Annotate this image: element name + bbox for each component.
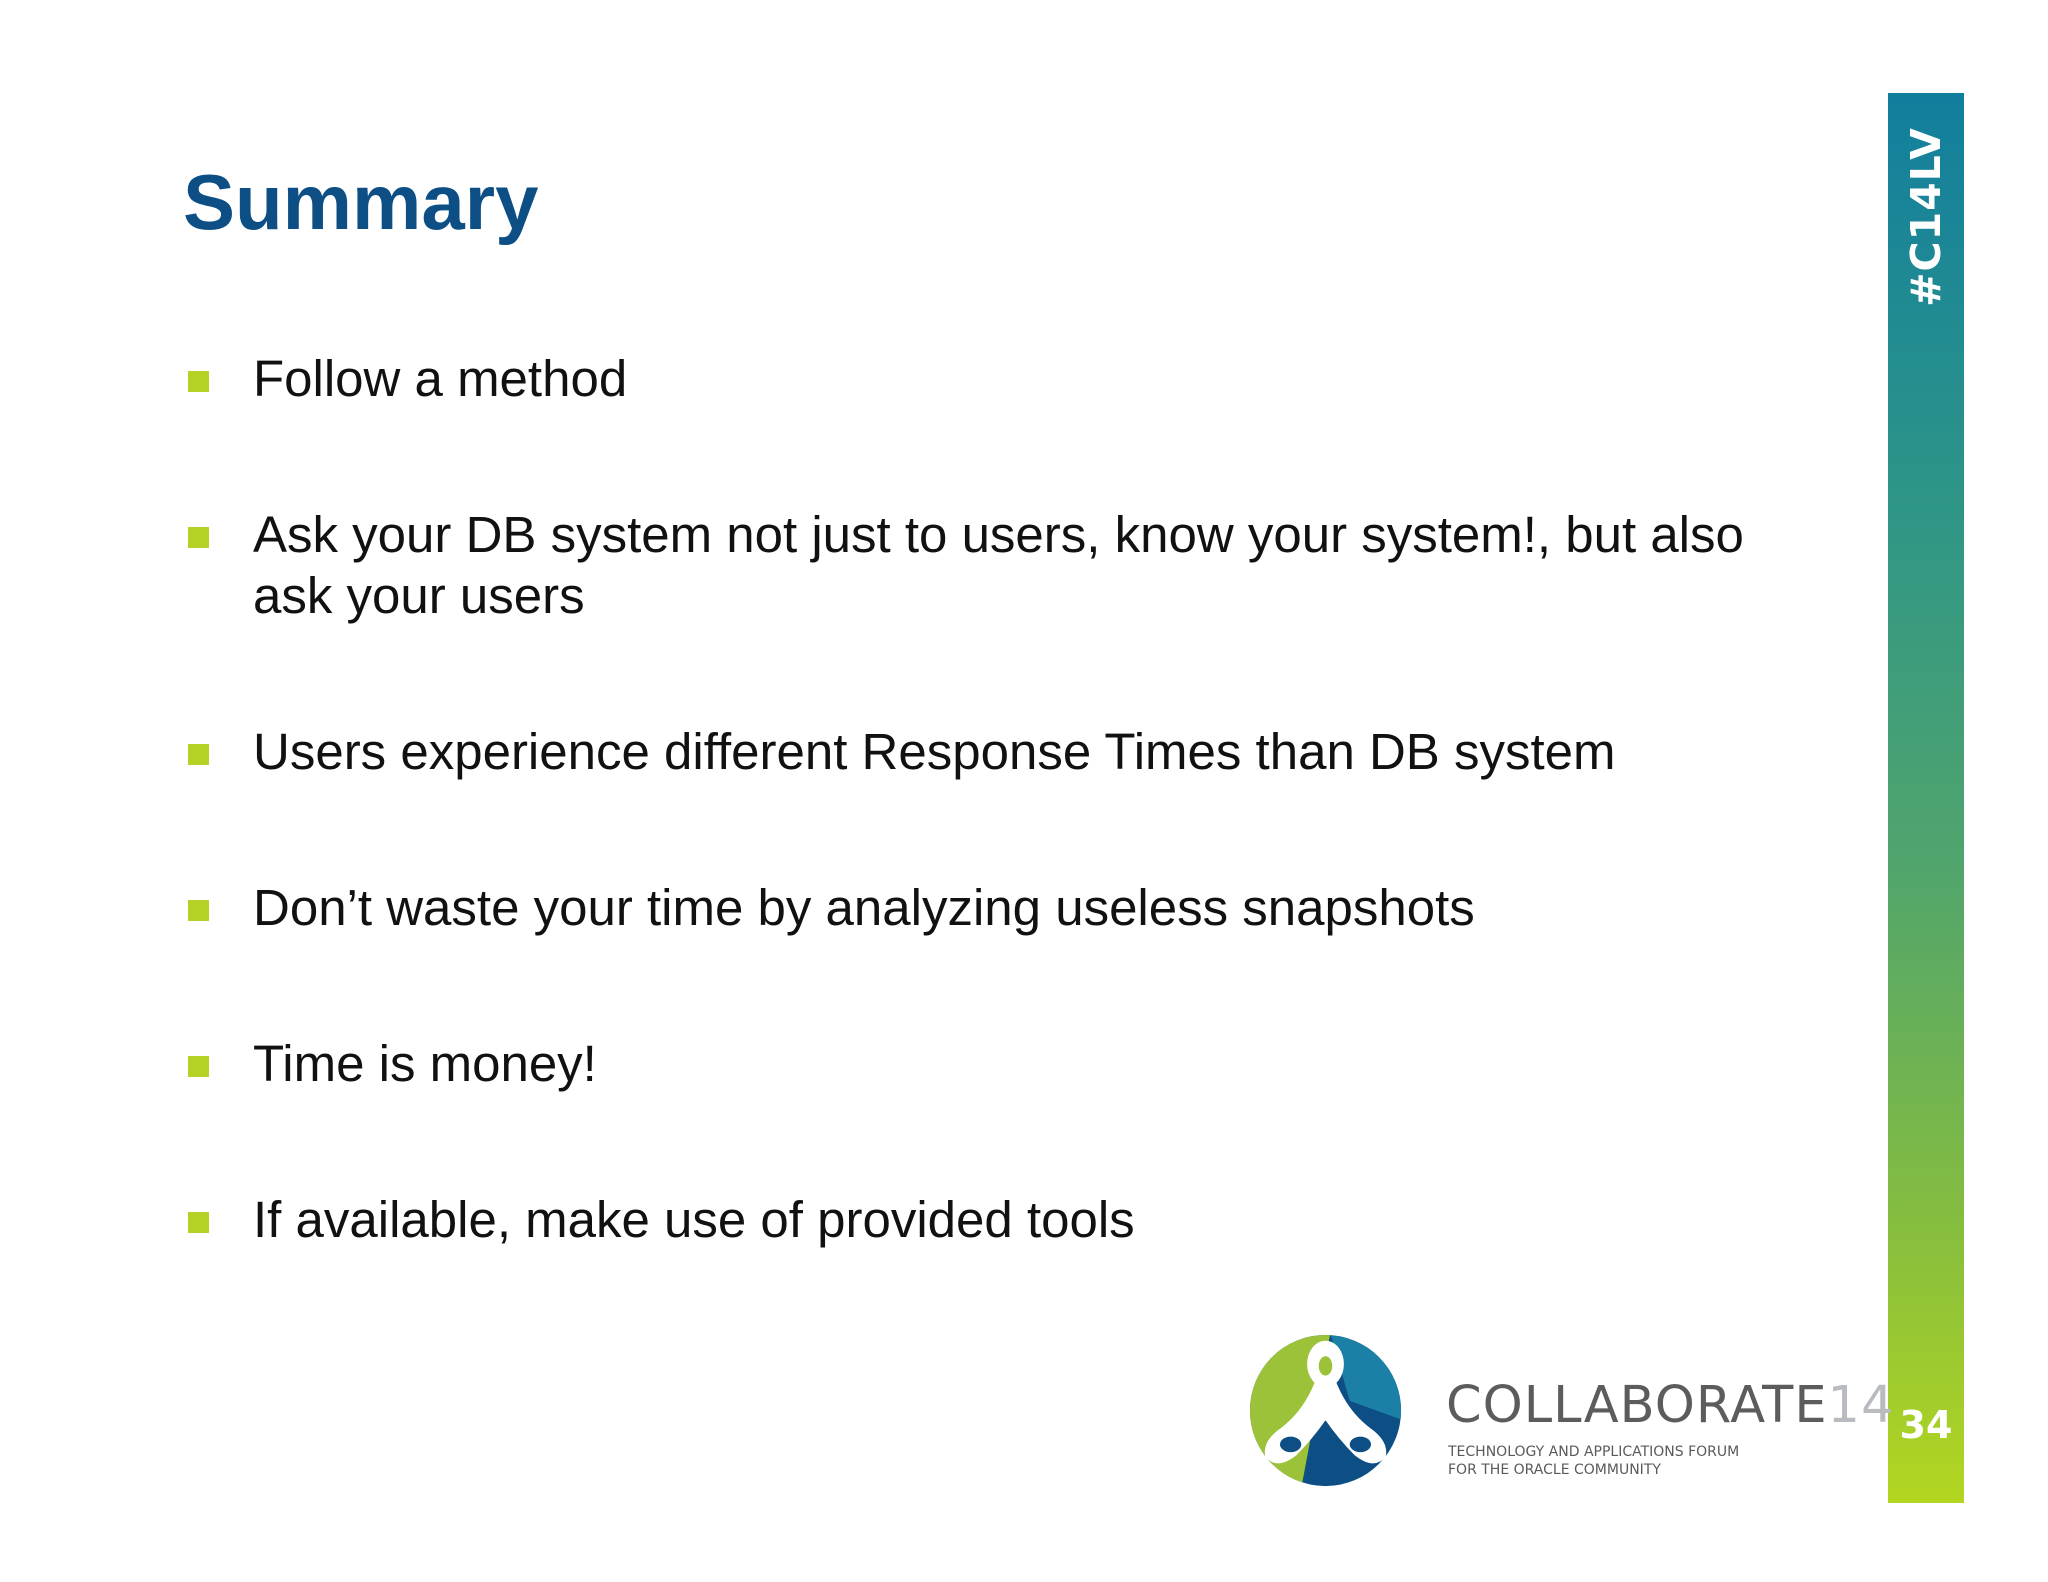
square-bullet-icon (188, 900, 209, 921)
bullet-item (183, 721, 1803, 782)
bullet-text: Ask your DB system not just to users, know your system!, but also ask your users (253, 506, 1744, 624)
bullet-item (183, 1189, 1803, 1250)
tagline-line-2: FOR THE ORACLE COMMUNITY (1448, 1462, 1661, 1478)
hashtag-label: #C14LV (1902, 127, 1950, 307)
hashtag-sidebar (1888, 93, 1964, 1503)
page-number: 34 (1899, 1403, 1953, 1447)
square-bullet-icon (188, 744, 209, 765)
square-bullet-icon (188, 371, 209, 392)
collaborate-logo-icon (1248, 1333, 1403, 1488)
square-bullet-icon (188, 527, 209, 548)
brand-name-text: COLLABORATE (1446, 1376, 1828, 1435)
bullet-item (183, 1033, 1803, 1094)
bullet-list (183, 348, 1803, 1345)
bullet-text: Time is money! (253, 1035, 597, 1092)
bullet-item (183, 877, 1803, 938)
square-bullet-icon (188, 1056, 209, 1077)
brand-tagline (1448, 1443, 1739, 1479)
bullet-text: Follow a method (253, 350, 628, 407)
bullet-text: If available, make use of provided tools (253, 1191, 1135, 1248)
square-bullet-icon (188, 1212, 209, 1233)
bullet-text: Don’t waste your time by analyzing useless snapshots (253, 879, 1475, 936)
tagline-line-1: TECHNOLOGY AND APPLICATIONS FORUM (1448, 1444, 1740, 1460)
bullet-item (183, 504, 1803, 626)
brand-name (1446, 1376, 1895, 1435)
brand-number: 14 (1827, 1376, 1895, 1435)
bullet-item (183, 348, 1803, 409)
bullet-text: Users experience different Response Times than DB system (253, 723, 1616, 780)
slide-title: Summary (183, 158, 539, 246)
